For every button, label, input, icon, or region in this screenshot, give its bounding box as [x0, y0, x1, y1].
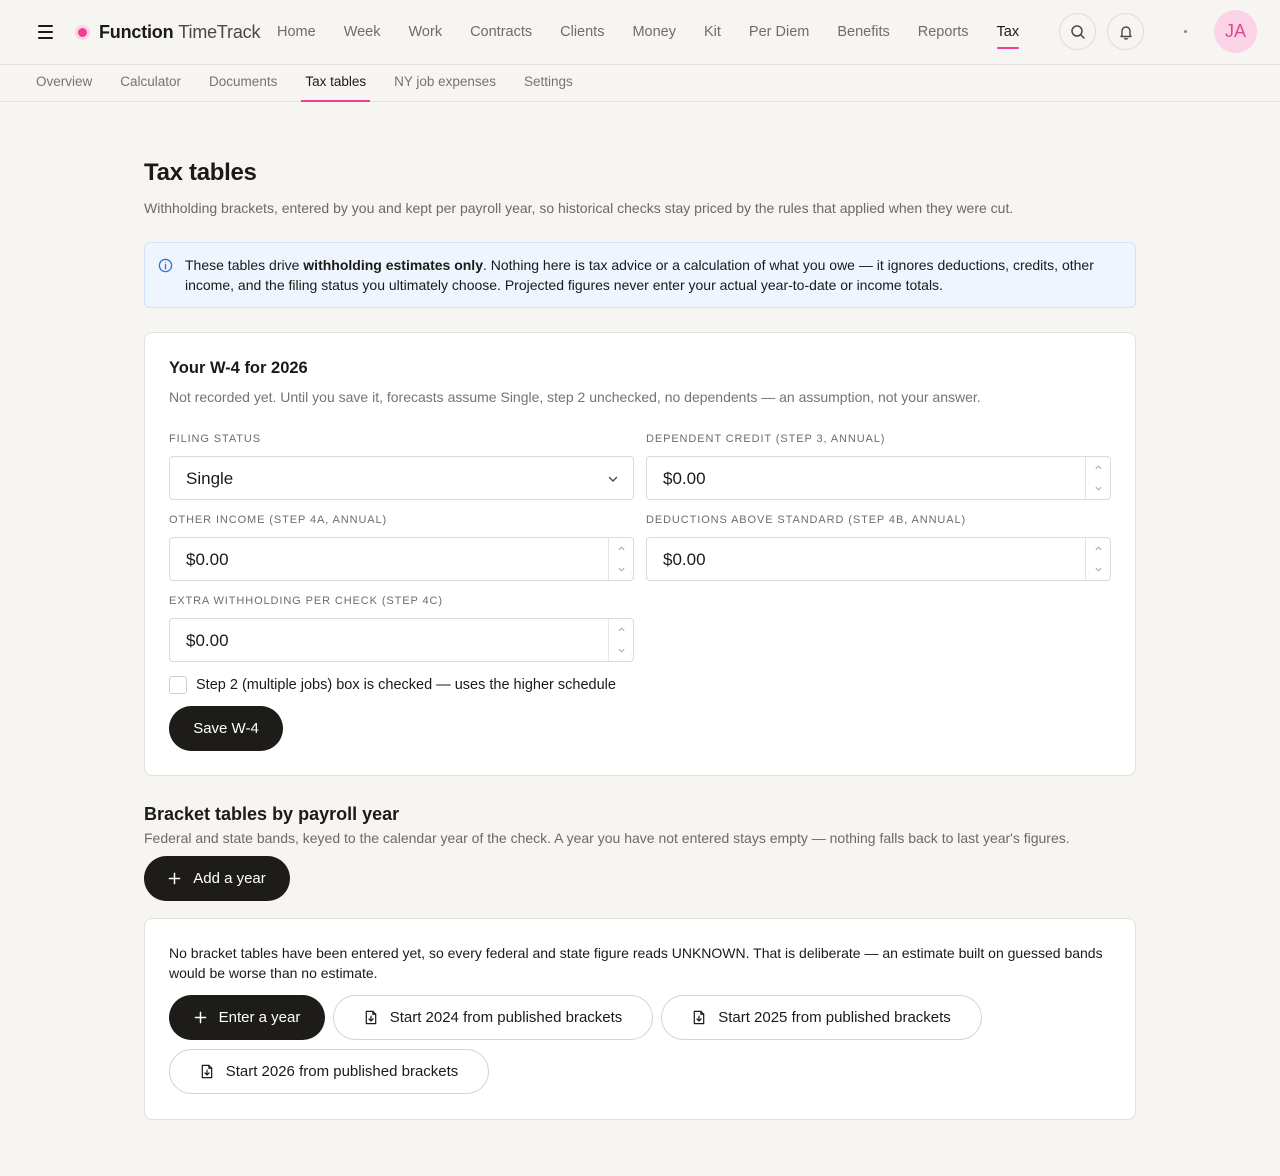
other-income-label: OTHER INCOME (STEP 4A, ANNUAL) [169, 514, 388, 526]
w4-title: Your W-4 for 2026 [169, 359, 308, 377]
dependent-credit-value: $0.00 [663, 469, 706, 488]
dependent-credit-label: DEPENDENT CREDIT (STEP 3, ANNUAL) [646, 433, 886, 445]
file-download-icon [200, 1064, 214, 1079]
page-title: Tax tables [144, 159, 257, 186]
sub-nav [22, 65, 587, 102]
dependent-credit-stepper [1085, 457, 1110, 499]
extra-withholding-stepper [608, 619, 633, 661]
brand-subname: TimeTrack [178, 21, 261, 42]
tab-overview[interactable]: Overview [36, 74, 93, 89]
main-nav [263, 0, 1033, 64]
chevron-down-icon [1094, 484, 1103, 493]
extra-withholding-value: $0.00 [186, 631, 229, 650]
brand-dot-icon [78, 28, 87, 37]
enter-year-button[interactable] [169, 995, 325, 1040]
status-indicator [1184, 30, 1187, 33]
step2-checkbox[interactable] [169, 676, 187, 694]
increment-button[interactable] [609, 619, 633, 640]
tab-settings[interactable]: Settings [523, 74, 573, 89]
bracket-empty-card [144, 918, 1136, 1120]
step2-checkbox-label: Step 2 (multiple jobs) box is checked — uses the higher schedule [196, 677, 616, 693]
info-text [185, 255, 1125, 295]
chevron-up-icon [1094, 463, 1103, 472]
filing-status-value: Single [186, 469, 234, 488]
start-2024-label: Start 2024 from published brackets [389, 1009, 623, 1026]
file-download-icon [692, 1010, 706, 1025]
increment-button[interactable] [1086, 457, 1110, 478]
search-icon [1070, 24, 1086, 40]
search-button[interactable] [1059, 13, 1096, 50]
start-2024-button[interactable] [333, 995, 653, 1040]
chevron-up-icon [1094, 544, 1103, 553]
start-2025-label: Start 2025 from published brackets [718, 1009, 951, 1026]
chevron-down-icon [607, 473, 619, 485]
chevron-down-icon [617, 646, 626, 655]
deductions-field[interactable] [646, 537, 1111, 581]
deductions-stepper [1085, 538, 1110, 580]
info-banner [144, 242, 1136, 308]
decrement-button[interactable] [1086, 559, 1110, 580]
add-year-button[interactable] [144, 856, 290, 901]
add-year-label: Add a year [193, 870, 266, 887]
chevron-up-icon [617, 625, 626, 634]
start-2025-button[interactable] [661, 995, 982, 1040]
avatar[interactable]: JA [1214, 10, 1257, 53]
top-navigation-bar [0, 0, 1280, 65]
extra-withholding-label: EXTRA WITHHOLDING PER CHECK (STEP 4C) [169, 595, 443, 607]
notifications-button[interactable] [1107, 13, 1144, 50]
w4-card [144, 332, 1136, 776]
other-income-field[interactable] [169, 537, 634, 581]
plus-icon [194, 1011, 207, 1024]
chevron-down-icon [1094, 565, 1103, 574]
decrement-button[interactable] [609, 559, 633, 580]
plus-icon [168, 872, 181, 885]
nav-item-per-diem[interactable]: Per Diem [748, 24, 810, 40]
enter-year-label: Enter a year [218, 1009, 301, 1026]
bracket-section-description: Federal and state bands, keyed to the calendar year of the check. A year you have not entered stays empty — nothing falls back to last year's figures. [144, 830, 1070, 846]
other-income-stepper [608, 538, 633, 580]
info-icon [158, 258, 173, 273]
tab-tax-tables[interactable]: Tax tables [291, 65, 380, 102]
nav-item-kit[interactable]: Kit [704, 24, 721, 40]
nav-item-home[interactable]: Home [277, 24, 316, 40]
other-income-value: $0.00 [186, 550, 229, 569]
tab-calculator[interactable]: Calculator [120, 74, 182, 89]
decrement-button[interactable] [1086, 478, 1110, 499]
nav-item-reports[interactable]: Reports [917, 24, 969, 40]
extra-withholding-field[interactable] [169, 618, 634, 662]
filing-status-select[interactable] [169, 456, 634, 500]
nav-item-money[interactable]: Money [632, 24, 676, 40]
nav-item-work[interactable]: Work [408, 24, 443, 40]
increment-button[interactable] [609, 538, 633, 559]
chevron-down-icon [617, 565, 626, 574]
sub-navigation-bar [0, 65, 1280, 102]
w4-subtitle: Not recorded yet. Until you save it, forecasts assume Single, step 2 unchecked, no dependents — an assumption, not your answer. [169, 389, 981, 405]
bell-icon [1118, 24, 1134, 40]
deductions-label: DEDUCTIONS ABOVE STANDARD (STEP 4B, ANNUAL) [646, 514, 967, 526]
dependent-credit-field[interactable] [646, 456, 1111, 500]
increment-button[interactable] [1086, 538, 1110, 559]
deductions-value: $0.00 [663, 550, 706, 569]
nav-item-benefits[interactable]: Benefits [837, 24, 890, 40]
filing-status-label: FILING STATUS [169, 433, 261, 445]
bracket-empty-text: No bracket tables have been entered yet, so every federal and state figure reads UNKNOWN. That is deliberate — an estimate built on guessed bands would be worse than no estimate. [169, 945, 1103, 981]
start-2026-button[interactable] [169, 1049, 489, 1094]
nav-item-contracts[interactable]: Contracts [470, 24, 533, 40]
brand-name: Function [99, 21, 174, 42]
nav-item-clients[interactable]: Clients [560, 24, 605, 40]
step2-checkbox-row[interactable] [169, 676, 616, 694]
bracket-section-title: Bracket tables by payroll year [144, 804, 400, 824]
chevron-up-icon [617, 544, 626, 553]
file-download-icon [364, 1010, 378, 1025]
decrement-button[interactable] [609, 640, 633, 661]
tab-documents[interactable]: Documents [209, 74, 278, 89]
info-text-start: These tables drive [185, 257, 304, 273]
tab-ny-job-expenses[interactable]: NY job expenses [394, 74, 496, 89]
info-text-emphasis: withholding estimates only [303, 257, 483, 273]
page-description: Withholding brackets, entered by you and kept per payroll year, so historical checks stay priced by the rules that applied when they were cut. [144, 200, 1014, 216]
menu-icon[interactable] [30, 20, 60, 44]
info-text-end: . Nothing here is tax advice or a calculation of what you owe — it ignores deductions, credits, other income, and the filing status you ultimately choose. Projected figures never enter your actual year-to-date or income totals. [185, 257, 1094, 293]
start-2026-label: Start 2026 from published brackets [225, 1063, 459, 1080]
save-w4-button[interactable]: Save W-4 [169, 706, 283, 751]
nav-item-week[interactable]: Week [343, 24, 381, 40]
brand-logo[interactable] [78, 20, 260, 44]
nav-item-tax[interactable]: Tax [983, 0, 1034, 64]
